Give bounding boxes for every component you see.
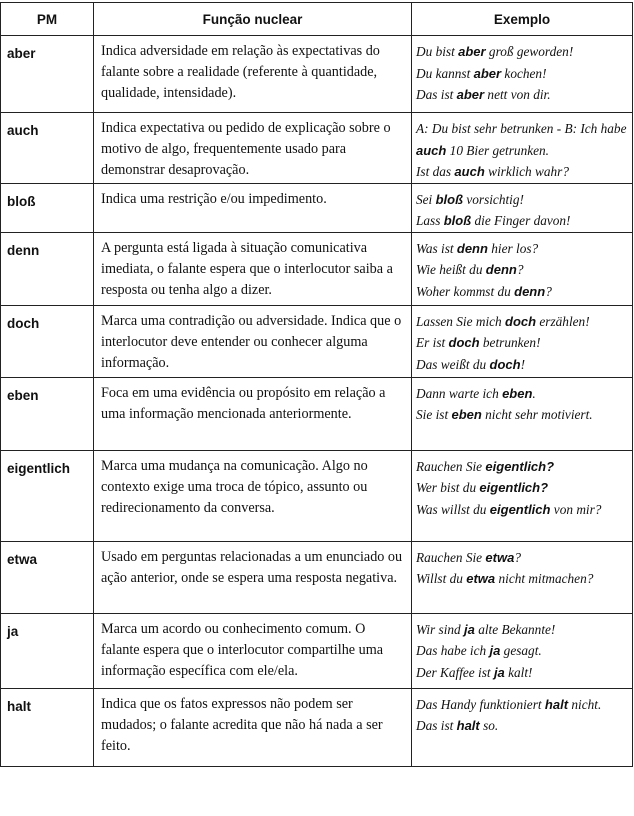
example-text: Das ist [416, 718, 457, 733]
example-text: Dann warte ich [416, 385, 503, 401]
example-cell [412, 183, 633, 232]
particle-keyword: auch [416, 142, 447, 158]
particle-keyword: bloß [443, 213, 472, 228]
example-text: betrunken! [479, 335, 541, 350]
particle-cell: eben [1, 377, 94, 450]
example-text: Der Kaffee ist [416, 664, 494, 680]
particle-keyword: eigentlich? [485, 458, 555, 474]
particle-keyword: aber [456, 87, 485, 102]
particle-keyword: bloß [435, 191, 464, 207]
example-text: Was willst du [416, 501, 490, 517]
example-line [416, 41, 629, 63]
table-row [1, 450, 633, 541]
function-cell: Indica que os fatos expressos não podem ser mudados; o falante acredita que não há nada a ser feito. [94, 688, 412, 766]
particle-keyword: aber [458, 44, 486, 59]
particle-keyword: etwa [466, 571, 496, 586]
example-text: Ist das [416, 164, 455, 179]
example-text: nicht sehr motiviert. [481, 407, 593, 422]
particle-keyword: halt [544, 696, 569, 712]
example-text: von mir? [550, 501, 602, 517]
example-line [416, 547, 629, 569]
example-text: . [532, 385, 536, 401]
table-row [1, 183, 633, 232]
example-text: Lass [416, 213, 444, 228]
example-text: ? [516, 262, 524, 277]
particle-cell: aber [1, 36, 94, 113]
example-text: nicht. [568, 696, 602, 712]
particle-keyword: denn [456, 240, 488, 256]
particle-keyword: doch [489, 356, 521, 372]
function-cell: Marca um acordo ou conhecimento comum. O falante espera que o interlocutor compartilhe uma informação específica com ele/ela. [94, 613, 412, 688]
table-row [1, 36, 633, 113]
example-text: ! [520, 356, 526, 372]
function-cell: Indica adversidade em relação às expectativas do falante sobre a realidade (referente à quantidade, qualidade, intensidade). [94, 36, 412, 113]
example-line [416, 332, 629, 354]
example-text: A: Du bist sehr betrunken - B: Ich habe [416, 121, 627, 136]
example-line [416, 404, 629, 426]
example-text: Woher kommst du [416, 283, 515, 299]
particle-cell: denn [1, 232, 94, 305]
example-text: Sie ist [416, 407, 452, 422]
example-line [416, 715, 629, 737]
example-text: 10 Bier getrunken. [446, 142, 549, 158]
example-text: alte Bekannte! [474, 621, 556, 637]
example-text: Das weißt du [416, 356, 490, 372]
example-text: nett von dir. [484, 87, 551, 102]
example-text: Das habe ich [416, 643, 490, 658]
example-line [416, 161, 629, 183]
particle-cell: auch [1, 113, 94, 184]
particle-keyword: eben [502, 385, 533, 401]
example-line [416, 238, 629, 260]
example-line [416, 210, 629, 232]
example-line [416, 383, 629, 405]
particle-keyword: eben [451, 407, 482, 422]
function-cell: Marca uma contradição ou adversidade. Indica que o interlocutor deve entender ou conhecer alguma informação. [94, 305, 412, 377]
example-cell [412, 688, 633, 766]
header-pm: PM [1, 3, 94, 36]
particle-cell: doch [1, 305, 94, 377]
example-line [416, 84, 629, 106]
example-text: kalt! [504, 664, 533, 680]
function-cell: Marca uma mudança na comunicação. Algo no contexto exige uma troca de tópico, assunto ou redirecionamento da conversa. [94, 450, 412, 541]
function-cell: Indica uma restrição e/ou impedimento. [94, 183, 412, 232]
table-row [1, 688, 633, 766]
example-cell [412, 450, 633, 541]
example-cell [412, 113, 633, 184]
example-text: Du bist [416, 44, 459, 59]
example-line [416, 568, 629, 590]
example-text: so. [479, 718, 499, 733]
example-text: Das Handy funktioniert [416, 696, 545, 712]
example-line [416, 118, 629, 161]
example-line [416, 259, 629, 281]
header-function: Função nuclear [94, 3, 412, 36]
particle-keyword: halt [456, 718, 480, 733]
particle-keyword: ja [464, 621, 475, 637]
table-row [1, 305, 633, 377]
example-text: Lassen Sie mich [416, 313, 506, 329]
example-text: ? [545, 283, 552, 299]
particle-keyword: aber [473, 65, 502, 81]
example-text: die Finger davon! [471, 213, 571, 228]
function-cell: A pergunta está ligada à situação comunicativa imediata, o falante espera que o interlocutor saiba a resposta ou tenha algo a dizer. [94, 232, 412, 305]
example-text: Du kannst [416, 65, 474, 81]
particle-cell: etwa [1, 541, 94, 613]
example-text: Willst du [416, 571, 467, 586]
example-line [416, 456, 629, 478]
example-text: Was ist [416, 240, 457, 256]
example-line [416, 311, 629, 333]
particle-keyword: ja [493, 664, 505, 680]
example-line [416, 63, 629, 85]
example-text: wirklich wahr? [484, 164, 569, 179]
example-line [416, 189, 629, 211]
example-text: kochen! [501, 65, 547, 81]
particle-cell: eigentlich [1, 450, 94, 541]
example-cell [412, 232, 633, 305]
header-example: Exemplo [412, 3, 633, 36]
example-cell [412, 36, 633, 113]
particle-cell: ja [1, 613, 94, 688]
example-text: Wer bist du [416, 480, 480, 495]
example-text: hier los? [487, 240, 539, 256]
particle-cell: bloß [1, 183, 94, 232]
table-row [1, 541, 633, 613]
example-text: Das ist [416, 87, 457, 102]
example-line [416, 694, 629, 716]
example-text: Rauchen Sie [416, 458, 486, 474]
example-line [416, 281, 629, 303]
particles-table [0, 2, 633, 767]
example-text: ? [514, 549, 521, 565]
particle-keyword: ja [489, 643, 501, 658]
example-line [416, 619, 629, 641]
example-text: erzählen! [536, 313, 590, 329]
particle-keyword: denn [514, 283, 546, 299]
example-text: Rauchen Sie [416, 549, 486, 565]
function-cell: Foca em uma evidência ou propósito em relação a uma informação mencionada anteriormente. [94, 377, 412, 450]
header-row [1, 3, 633, 36]
example-text: Er ist [416, 335, 449, 350]
example-cell [412, 541, 633, 613]
example-line [416, 640, 629, 662]
example-cell [412, 305, 633, 377]
particle-keyword: eigentlich [489, 501, 551, 517]
example-text: nicht mitmachen? [495, 571, 594, 586]
example-line [416, 499, 629, 521]
example-text: Wir sind [416, 621, 465, 637]
table-row [1, 232, 633, 305]
particle-keyword: auch [454, 164, 485, 179]
example-text: Wie heißt du [416, 262, 486, 277]
example-line [416, 354, 629, 376]
particle-keyword: etwa [485, 549, 515, 565]
function-cell: Usado em perguntas relacionadas a um enunciado ou ação anterior, onde se espera uma resposta negativa. [94, 541, 412, 613]
example-text: groß geworden! [485, 44, 574, 59]
table-row [1, 613, 633, 688]
particle-keyword: denn [485, 262, 517, 277]
particle-cell: halt [1, 688, 94, 766]
particle-keyword: eigentlich? [479, 480, 549, 495]
example-text: Sei [416, 191, 436, 207]
example-cell [412, 377, 633, 450]
example-line [416, 477, 629, 499]
table-row [1, 113, 633, 184]
particle-keyword: doch [505, 313, 537, 329]
example-line [416, 662, 629, 684]
particle-keyword: doch [448, 335, 480, 350]
example-text: vorsichtig! [463, 191, 524, 207]
table-row [1, 377, 633, 450]
function-cell: Indica expectativa ou pedido de explicação sobre o motivo de algo, frequentemente usado para demonstrar desaprovação. [94, 113, 412, 184]
example-cell [412, 613, 633, 688]
example-text: gesagt. [500, 643, 542, 658]
